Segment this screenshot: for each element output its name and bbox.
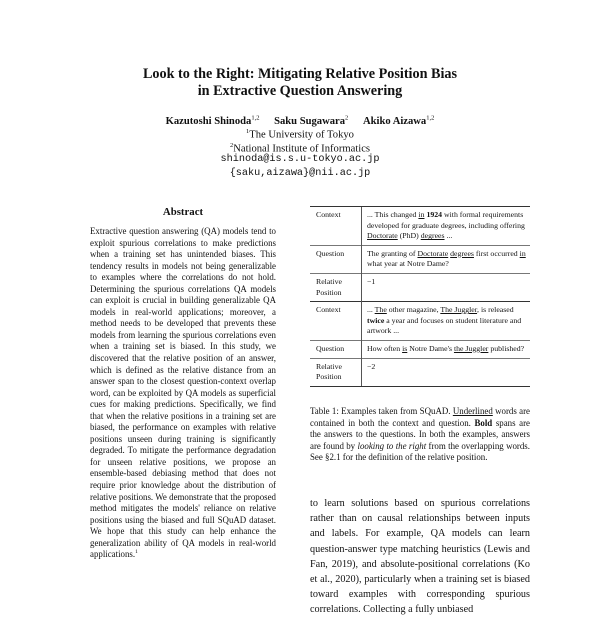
relpos-cell: −2 <box>362 358 531 386</box>
intro-paragraph: to learn solutions based on spurious correlations rather than on causal relationships between inputs and labels. For example, QA models can learn question-answer type matching heuristics (Lewis and Fan, 2019), and absolute-positional correlations (Ko et al., 2020), particularly when a training set is biased toward examples with corresponding spurious correlations. Collecting a fully unbiased <box>310 498 530 616</box>
affiliation: $^2$National Institute of Informatics <box>229 142 371 155</box>
context-cell: ... The other magazine, The Juggler, is released twice a year and focuses on student literature and artwork ... <box>362 302 531 341</box>
table-row <box>310 207 530 246</box>
email[interactable]: {saku,aizawa}@nii.ac.jp <box>229 168 371 179</box>
title-line-1: Look to the Right: Mitigating Relative Position Bias <box>142 66 458 82</box>
question-cell: How often is Notre Dame's the Juggler published? <box>362 340 531 358</box>
abstract-heading: Abstract <box>162 206 204 218</box>
affiliation: $^1$The University of Tokyo <box>246 128 354 141</box>
author: Akiko Aizawa$^{1,2}$ <box>362 114 435 127</box>
title-line-2: in Extractive Question Answering <box>197 83 403 99</box>
context-cell: ... This changed in 1924 with formal requirements developed for graduate degrees, including offering Doctorate (PhD) degrees ... <box>362 207 531 246</box>
row-label: Context <box>310 207 362 246</box>
row-label: Question <box>310 340 362 358</box>
table-row <box>310 340 530 358</box>
email[interactable]: shinoda@is.s.u-tokyo.ac.jp <box>220 154 380 165</box>
row-label: Relative Position <box>310 358 362 386</box>
relpos-cell: −1 <box>362 273 531 301</box>
row-label: Context <box>310 302 362 341</box>
row-label: Question <box>310 245 362 273</box>
abstract-body: Extractive question answering (QA) models tend to exploit spurious correlations to make predictions when a training set has unintended biases. This tendency results in models not being generalizable to examples where the correlations do not hold. Determining the spurious correlations QA models can exploit is crucial in building generalizable QA models in real-world applications; moreover, a method needs to be developed that prevents these models from learning the spurious correlations even when a training set is biased. In this study, we discovered that the relative position of an answer, which is defined as the relative distance from an answer span to the closest question-context overlap word, can be exploited by QA models as superficial cues for making predictions. Specifically, we find that when the relative positions in a training set are biased, the performance on examples with relative positions unseen during training is significantly degraded. To mitigate the performance degradation for unseen relative positions, we propose an ensemble-based debiasing method that does not require prior knowledge about the distribution of relative positions. We demonstrate that the proposed method mitigates the models' reliance on relative positions using the biased and full SQuAD dataset. We hope that this study can help enhance the generalization ability of QA models in real-world applications.$^1$ <box>90 226 276 560</box>
table-row <box>310 358 530 386</box>
footnote-mark[interactable]: 1 <box>135 549 138 556</box>
table-row <box>310 273 530 301</box>
table-row <box>310 302 530 341</box>
row-label: Relative Position <box>310 273 362 301</box>
table-caption: Table 1: Examples taken from SQuAD. Underlined words are contained in both the context and question. Bold spans are the answers to the questions. In both the examples, answers are found by looking to the right from the overlapping words. See §2.1 for the definition of the relative position. <box>310 406 530 462</box>
table-row <box>310 245 530 273</box>
examples-table <box>310 206 530 387</box>
author: Kazutoshi Shinoda$^{1,2}$ <box>165 114 260 127</box>
author: Saku Sugawara$^2$ <box>274 114 349 127</box>
paper-title <box>0 66 600 100</box>
question-cell: The granting of Doctorate degrees first occurred in what year at Notre Dame? <box>362 245 531 273</box>
